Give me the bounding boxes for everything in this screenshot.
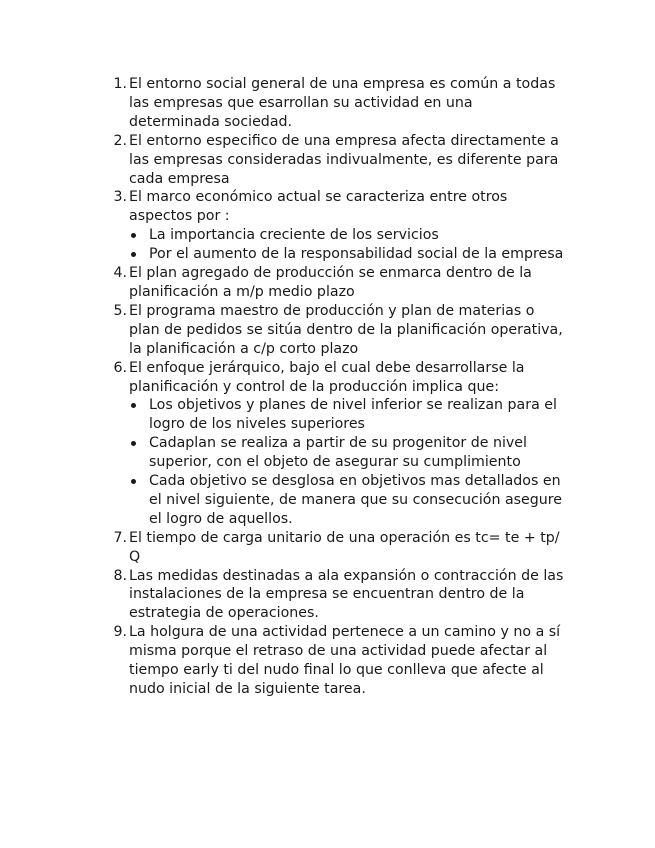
bullet-dot-icon xyxy=(131,479,136,484)
list-item-number: 2. xyxy=(113,132,127,149)
bullet-dot-icon xyxy=(131,233,136,238)
list-item xyxy=(113,302,567,359)
bullet-item xyxy=(149,245,567,264)
list-item-text: La holgura de una actividad pertenece a un camino y no a sí misma porque el retraso de una actividad puede afectar al tiempo early ti del nudo final lo que conlleva que afecte al nudo inicial de la siguiente tarea. xyxy=(129,624,561,697)
list-item-text: El programa maestro de producción y plan de materias o plan de pedidos se sitúa dentro de la planificación operativa, la planificación a c/p corto plazo xyxy=(129,302,563,357)
list-item xyxy=(113,264,567,302)
bullet-item xyxy=(149,434,567,472)
list-item xyxy=(113,75,567,132)
list-item-text: El enfoque jerárquico, bajo el cual debe desarrollarse la planificación y control de la producción implica que: xyxy=(129,359,525,395)
list-item-text: El marco económico actual se caracteriza entre otros aspectos por : xyxy=(129,189,508,225)
bullet-item-text: Cadaplan se realiza a partir de su progenitor de nivel superior, con el objeto de asegurar su cumplimiento xyxy=(149,435,527,471)
bullet-dot-icon xyxy=(131,403,136,408)
bullet-list xyxy=(129,226,567,264)
list-item xyxy=(113,188,567,264)
bullet-list xyxy=(129,396,567,528)
list-item xyxy=(113,359,567,529)
list-item-number: 5. xyxy=(113,302,127,319)
list-item-number: 4. xyxy=(113,265,127,282)
bullet-item-text: Por el aumento de la responsabilidad social de la empresa xyxy=(149,246,564,263)
bullet-item xyxy=(149,226,567,245)
bullet-item-text: La importancia creciente de los servicios xyxy=(149,227,439,244)
bullet-dot-icon xyxy=(131,252,136,257)
list-item-text: El tiempo de carga unitario de una operación es tc= te + tp/ Q xyxy=(129,529,560,565)
list-item xyxy=(113,132,567,189)
list-item xyxy=(113,567,567,624)
bullet-item xyxy=(149,396,567,434)
list-item-number: 9. xyxy=(113,624,127,641)
numbered-list xyxy=(113,75,567,699)
list-item-number: 3. xyxy=(113,189,127,206)
list-item-text: El entorno social general de una empresa es común a todas las empresas que esarrollan su actividad en una determinada sociedad. xyxy=(129,76,556,130)
bullet-item xyxy=(149,472,567,529)
list-item xyxy=(113,623,567,699)
list-item-number: 1. xyxy=(113,76,127,92)
list-item-number: 7. xyxy=(113,529,127,546)
list-item-text: Las medidas destinadas a ala expansión o contracción de las instalaciones de la empresa se encuentran dentro de la estrategia de operaciones. xyxy=(129,567,564,622)
list-item-number: 8. xyxy=(113,567,127,584)
list-item-text: El plan agregado de producción se enmarca dentro de la planificación a m/p medio plazo xyxy=(129,265,532,300)
bullet-dot-icon xyxy=(131,441,136,446)
bullet-item-text: Los objetivos y planes de nivel inferior se realizan para el logro de los niveles superiores xyxy=(149,397,557,433)
list-item-text: El entorno especifico de una empresa afecta directamente a las empresas consideradas indivualmente, es diferente para cada empresa xyxy=(129,132,559,187)
bullet-item-text: Cada objetivo se desglosa en objetivos mas detallados en el nivel siguiente, de manera que su consecución asegure el logro de aquellos. xyxy=(149,473,563,527)
list-item xyxy=(113,529,567,567)
list-item-number: 6. xyxy=(113,359,127,376)
